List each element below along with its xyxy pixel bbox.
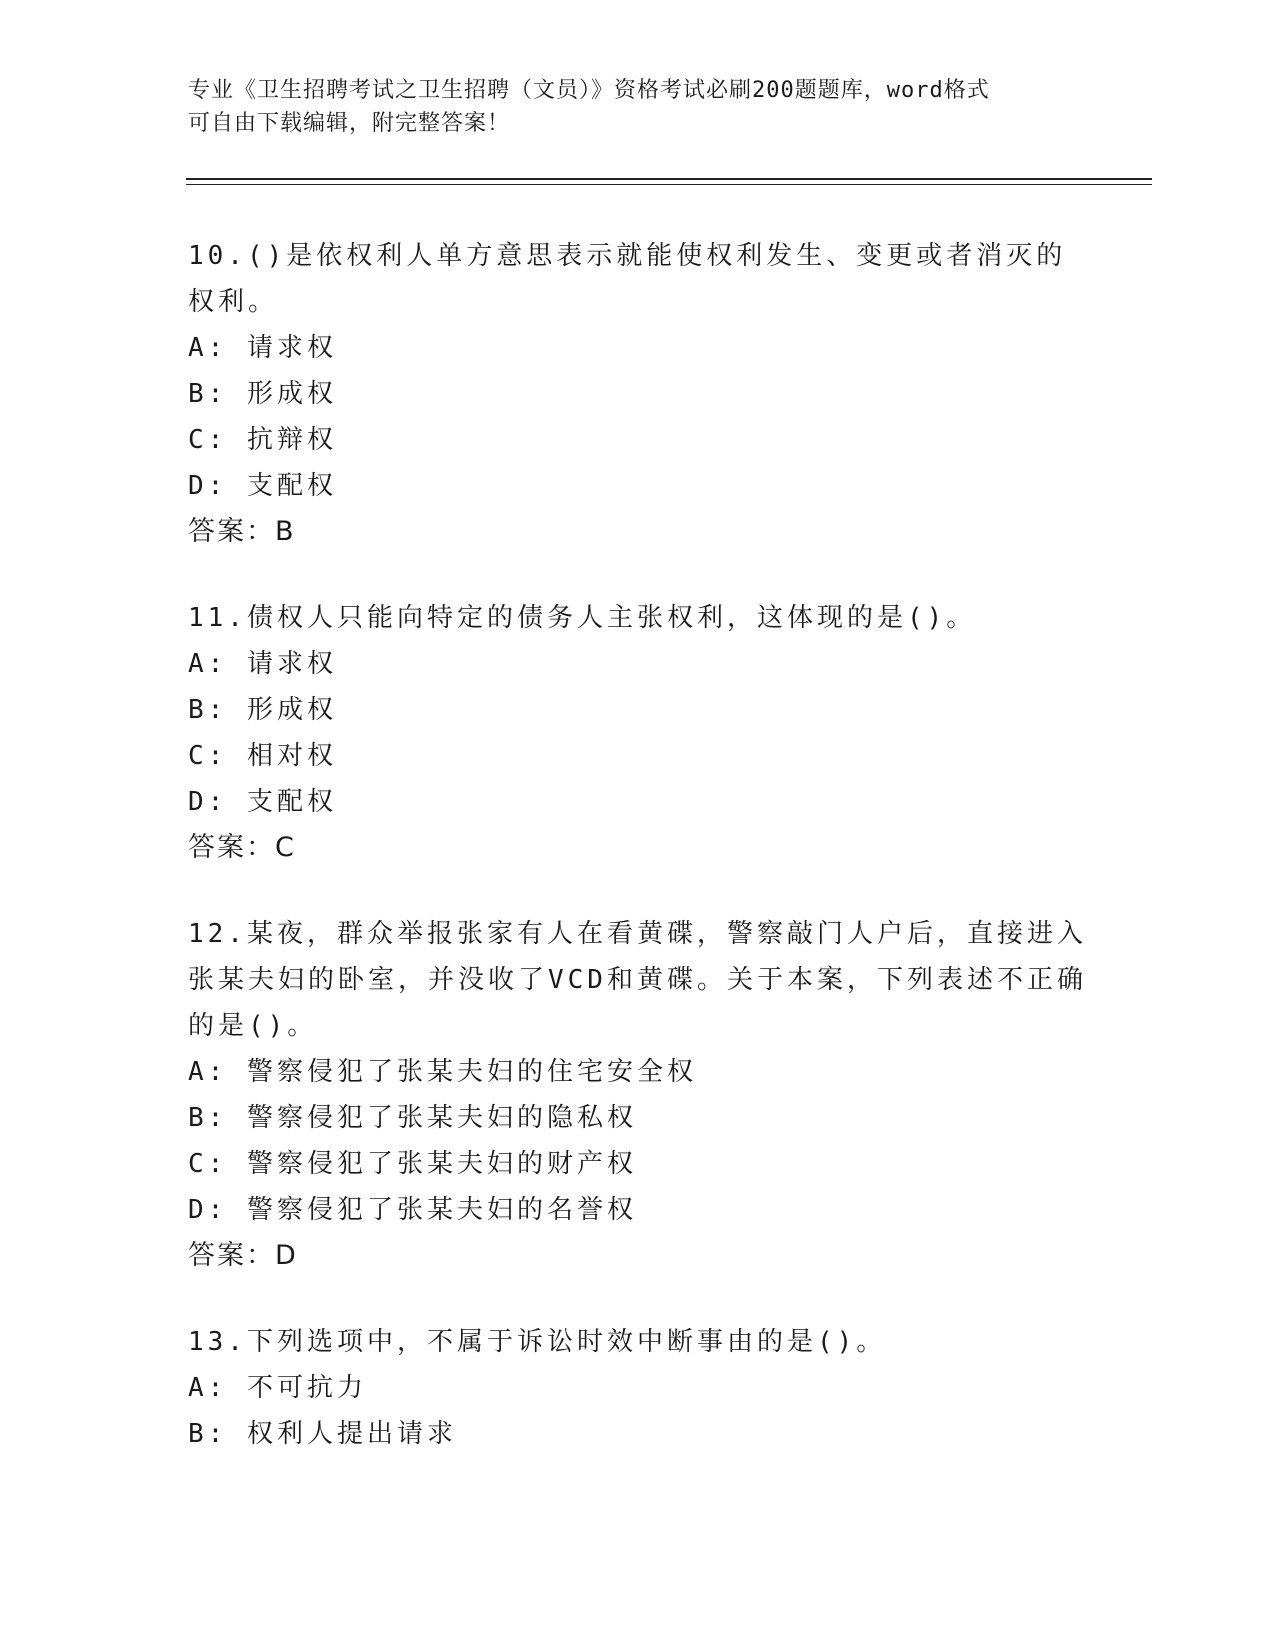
option-c: C: 相对权 [188, 741, 337, 771]
option-b: B: 形成权 [188, 695, 337, 725]
question-stem: 10.()是依权利人单方意思表示就能使权利发生、变更或者消灭的权利。 [188, 241, 1067, 317]
option-d: D: 支配权 [188, 787, 337, 817]
question-list [188, 233, 1088, 1497]
question-13 [188, 1319, 1088, 1457]
header-divider-thin [186, 184, 1152, 185]
option-a: A: 不可抗力 [188, 1373, 367, 1403]
header-line-2: 可自由下载编辑，附完整答案！ [188, 111, 511, 136]
question-10 [188, 233, 1088, 555]
answer-line: 答案：D [188, 1240, 298, 1271]
option-c: C: 警察侵犯了张某夫妇的财产权 [188, 1149, 637, 1179]
answer-line: 答案：C [188, 832, 296, 863]
question-stem: 13.下列选项中，不属于诉讼时效中断事由的是()。 [188, 1327, 887, 1357]
question-12 [188, 911, 1088, 1279]
option-a: A: 请求权 [188, 649, 337, 679]
option-b: B: 权利人提出请求 [188, 1419, 457, 1449]
question-11 [188, 595, 1088, 871]
answer-line: 答案：B [188, 516, 296, 547]
option-b: B: 形成权 [188, 379, 337, 409]
option-c: C: 抗辩权 [188, 425, 337, 455]
option-a: A: 请求权 [188, 333, 337, 363]
question-stem: 12.某夜，群众举报张家有人在看黄碟，警察敲门人户后，直接进入张某夫妇的卧室，并没收了VCD和黄碟。关于本案，下列表述不正确的是()。 [188, 919, 1087, 1041]
question-stem: 11.债权人只能向特定的债务人主张权利，这体现的是()。 [188, 603, 977, 633]
option-d: D: 支配权 [188, 471, 337, 501]
header-line-1: 专业《卫生招聘考试之卫生招聘（文员）》资格考试必刷200题题库，word格式 [188, 78, 990, 103]
option-d: D: 警察侵犯了张某夫妇的名誉权 [188, 1195, 637, 1225]
option-b: B: 警察侵犯了张某夫妇的隐私权 [188, 1103, 637, 1133]
document-header [188, 74, 1088, 140]
header-divider-thick [186, 178, 1152, 180]
option-a: A: 警察侵犯了张某夫妇的住宅安全权 [188, 1057, 697, 1087]
